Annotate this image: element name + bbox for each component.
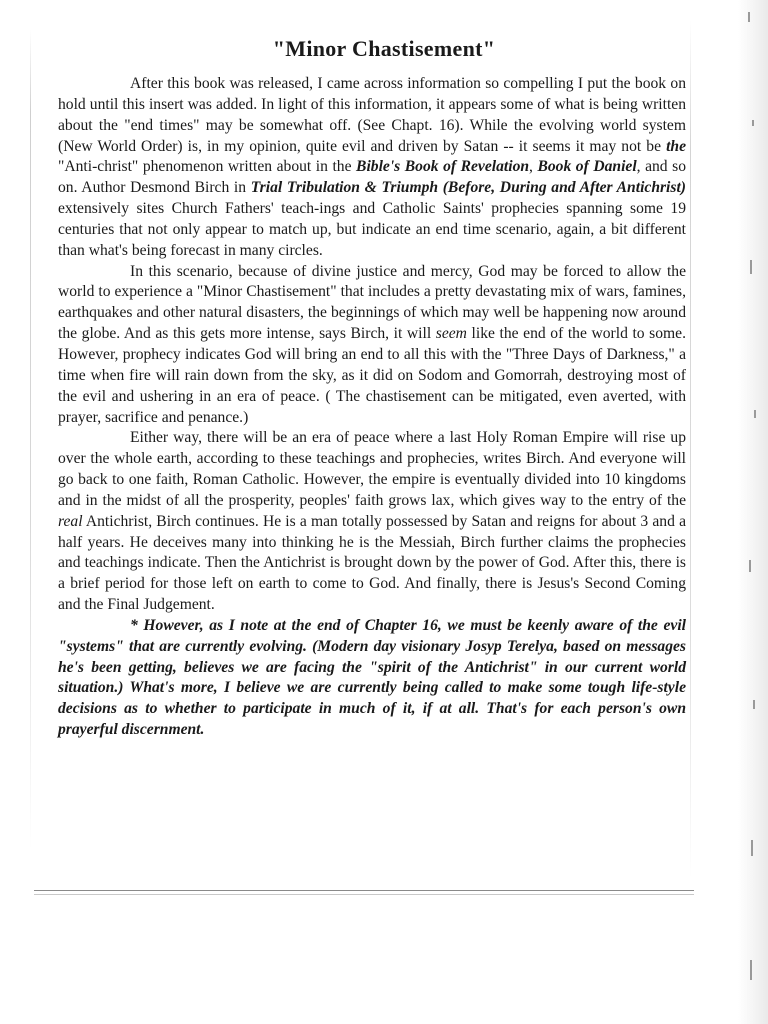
- emphasized-text: Trial Tribulation & Triumph (Before, During and After Antichrist): [250, 179, 686, 197]
- emphasized-text: real: [58, 512, 83, 530]
- paragraph: [58, 428, 686, 616]
- paragraph-text: like the end of the world to some. However, prophecy indicates God will bring an end to all this with the "Three Days of Darkness," a time when fire will rain down from the sky, as it did on Sodom and Gomorrah, destroying most of the evil and ushering in an era of peace. ( The chastisement can be mitigated, even averted, with prayer, sacrifice and penance.): [58, 325, 686, 426]
- page-title: "Minor Chastisement": [272, 36, 496, 61]
- paragraph: [58, 262, 686, 429]
- paragraph-text: , and so on. Author Desmond Birch in: [58, 158, 687, 197]
- paragraph: [58, 74, 686, 262]
- bottom-rule: [34, 890, 694, 891]
- emphasized-text: the: [666, 137, 686, 155]
- paragraph-text: ,: [529, 158, 538, 176]
- paragraph-text: Either way, there will be an era of peace where a last Holy Roman Empire will rise up over the whole earth, according to these teachings and prophecies, writes Birch. And everyone will go back to one faith, Roman Catholic. However, the empire is eventually divided into 10 kingdoms and in the midst of all the prosperity, peoples' faith grows lax, which gives way to the entry of the: [58, 429, 686, 509]
- scanned-page-edge: [738, 0, 768, 1024]
- closing-note: * However, as I note at the end of Chapter 16, we must be keenly aware of the evil "systems" that are currently evolving. (Modern day visionary Josyp Terelya, based on messages he's been getting, believes we are facing the "spirit of the Antichrist" in our current world situation.) What's more, I believe we are currently being called to make some tough life-style decisions as to whether to participate in much of it, if at all. That's for each person's own prayerful discernment.: [58, 616, 686, 739]
- emphasized-text: Book of Daniel: [537, 158, 637, 176]
- emphasized-text: seem: [435, 325, 467, 343]
- paragraph-text: extensively sites Church Fathers' teach-ings and Catholic Saints' prophecies spanning some 19 centuries that not only appear to match up, but indicate an end time scenario, again, a bit different than what's being forecast in many circles.: [58, 200, 686, 259]
- paragraph-text: In this scenario, because of divine justice and mercy, God may be forced to allow the world to experience a "Minor Chastisement" that includes a pretty devastating mix of wars, famines, earthquakes and other natural disasters, the beginnings of which may well be happening now around the globe. And as this gets more intense, says Birch, it will: [58, 262, 686, 343]
- left-margin-shadow: [30, 30, 31, 850]
- paragraph-text: Antichrist, Birch continues. He is a man totally possessed by Satan and reigns for about 3 and a half years. He deceives many into thinking he is the Messiah, Birch further claims the prophecies and teachings indicate. Then the Antichrist is brought down by the power of God. After this, there is a brief period for those left on earth to come to God. And finally, there is Jesus's Second Coming and the Final Judgement.: [58, 512, 686, 614]
- paragraph-text: After this book was released, I came across information so compelling I put the book on hold until this insert was added. In light of this information, it appears some of what is being written about the "end times" may be somewhat off. (See Chapt. 16). While the evolving world system (New World Order) is, in my opinion, quite evil and driven by Satan -- it seems it may not be: [58, 75, 686, 155]
- body-text: [58, 74, 686, 741]
- emphasized-text: Bible's Book of Revelation: [356, 158, 530, 176]
- bottom-rule-shadow: [34, 894, 694, 895]
- paragraph-text: "Anti-christ" phenomenon written about in the: [58, 158, 357, 176]
- right-margin-shadow: [690, 20, 691, 880]
